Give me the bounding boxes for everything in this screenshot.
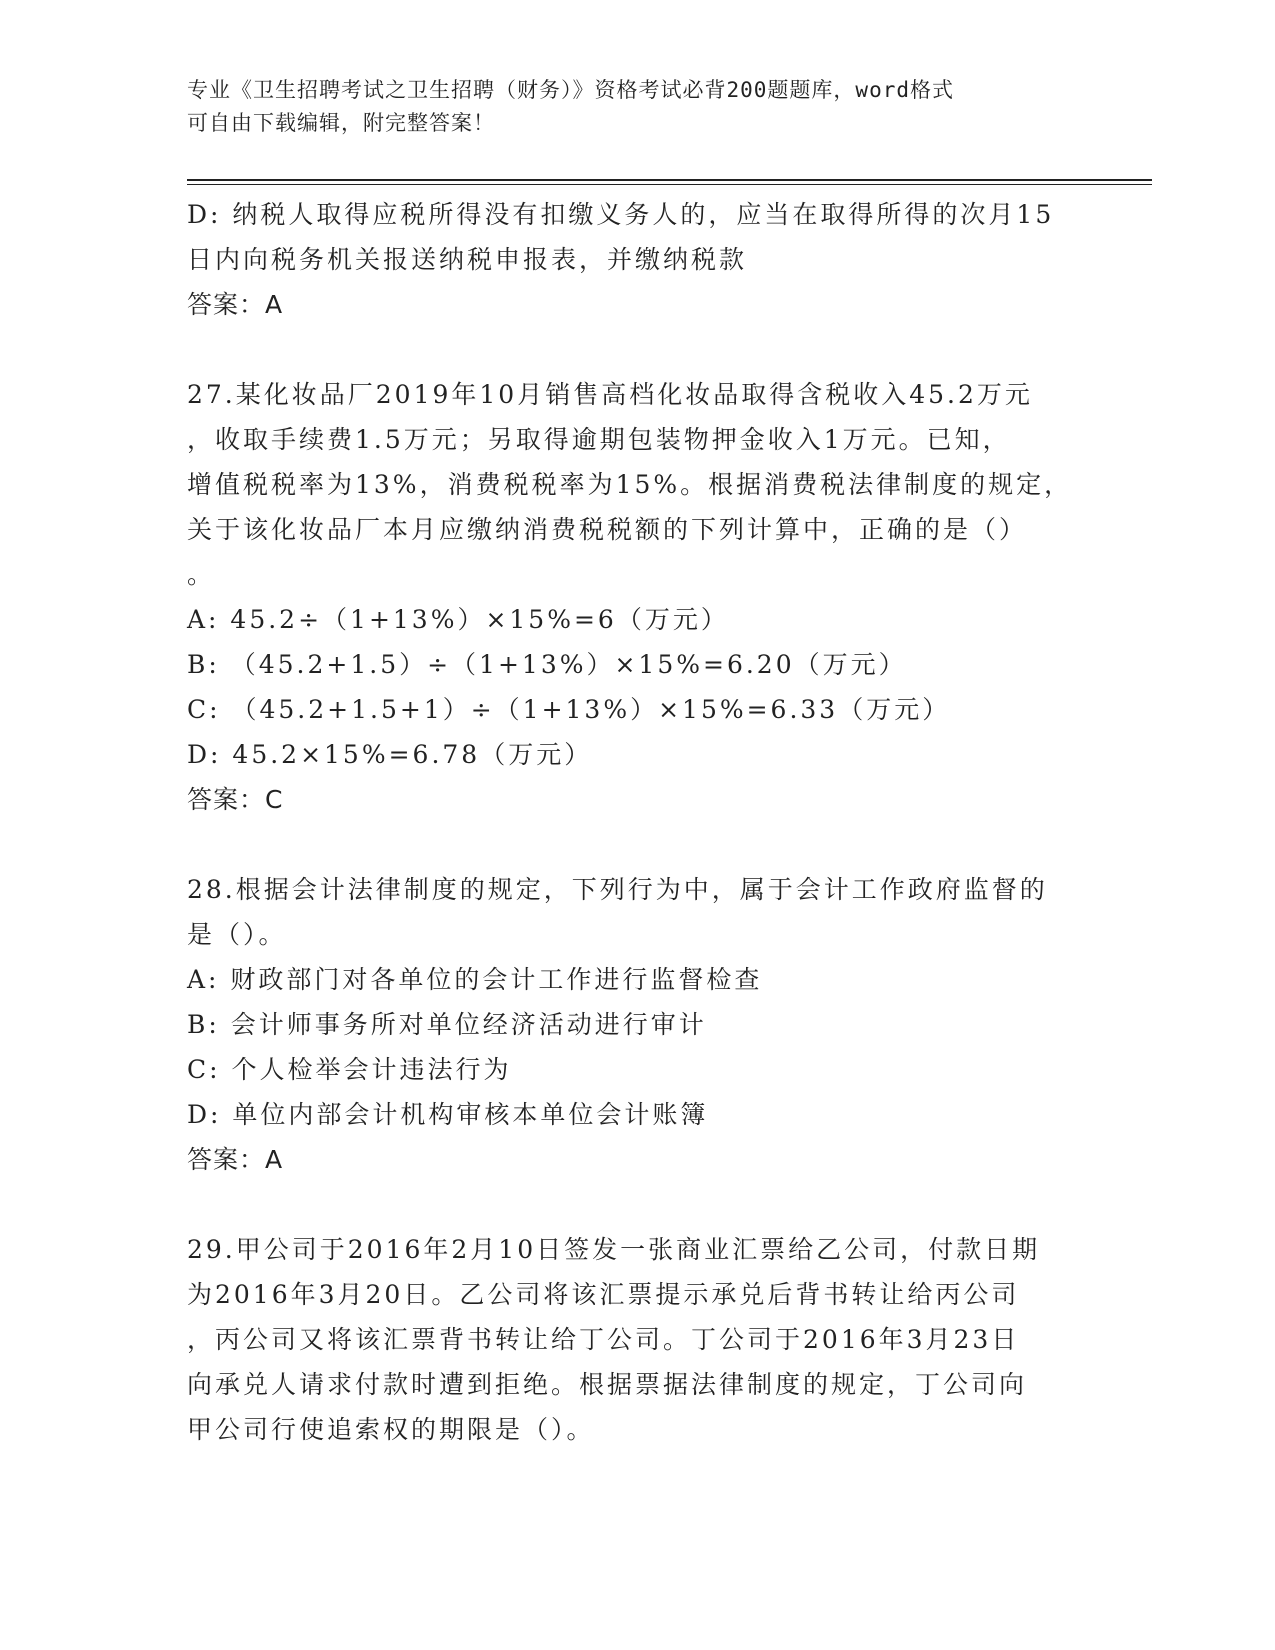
question-27 [187,372,1077,822]
question-27-option-d: D: 45.2×15%=6.78（万元） [187,740,593,769]
question-27-option-a: A: 45.2÷（1+13%）×15%=6（万元） [187,605,729,634]
question-28 [187,867,1077,1182]
question-27-stem-line: ，收取手续费1.5万元；另取得逾期包装物押金收入1万元。已知， [187,425,1011,454]
spacer [187,1182,1077,1227]
question-27-option-b: B: （45.2+1.5）÷（1+13%）×15%=6.20（万元） [187,650,907,679]
question-27-option-c: C: （45.2+1.5+1）÷（1+13%）×15%=6.33（万元） [187,695,951,724]
question-29-stem-line: 甲公司行使追索权的期限是（）。 [187,1415,595,1444]
question-28-stem-line: 28.根据会计法律制度的规定，下列行为中，属于会计工作政府监督的 [187,875,1048,904]
question-29-stem-line: ，丙公司又将该汇票背书转让给丁公司。丁公司于2016年3月23日 [187,1325,1020,1354]
question-29-stem-line: 29.甲公司于2016年2月10日签发一张商业汇票给乙公司，付款日期 [187,1235,1041,1264]
question-29-stem-line: 向承兑人请求付款时遭到拒绝。根据票据法律制度的规定，丁公司向 [187,1370,1028,1399]
header-line-2: 可自由下载编辑，附完整答案！ [187,111,495,135]
question-27-stem-line: 关于该化妆品厂本月应缴纳消费税税额的下列计算中，正确的是（） [187,515,1028,544]
spacer [187,327,1077,372]
answer-26: 答案：A [187,290,284,319]
answer-28: 答案：A [187,1145,284,1174]
question-27-stem-line: 增值税税率为13%，消费税税率为15%。根据消费税法律制度的规定， [187,470,1073,499]
option-d-line-1: D: 纳税人取得应税所得没有扣缴义务人的，应当在取得所得的次月15 [187,200,1055,229]
question-28-option-a: A: 财政部门对各单位的会计工作进行监督检查 [187,965,763,994]
question-29 [187,1227,1077,1452]
header-divider-thick [187,179,1152,181]
header-divider-thin [187,184,1152,185]
spacer [187,822,1077,867]
option-d-line-2: 日内向税务机关报送纳税申报表，并缴纳税款 [187,245,748,274]
question-28-option-b: B: 会计师事务所对单位经济活动进行审计 [187,1010,707,1039]
answer-27: 答案：C [187,785,284,814]
question-27-stem-line: 。 [187,560,216,589]
question-28-stem-line: 是（）。 [187,920,287,949]
document-header [187,74,1067,140]
question-27-stem-line: 27.某化妆品厂2019年10月销售高档化妆品取得含税收入45.2万元 [187,380,1033,409]
question-28-option-c: C: 个人检举会计违法行为 [187,1055,512,1084]
question-28-option-d: D: 单位内部会计机构审核本单位会计账簿 [187,1100,709,1129]
question-29-stem-line: 为2016年3月20日。乙公司将该汇票提示承兑后背书转让给丙公司 [187,1280,1020,1309]
header-line-1: 专业《卫生招聘考试之卫生招聘（财务）》资格考试必背200题题库，word格式 [187,78,954,102]
question-26-continued [187,192,1077,327]
document-body [187,192,1077,1452]
